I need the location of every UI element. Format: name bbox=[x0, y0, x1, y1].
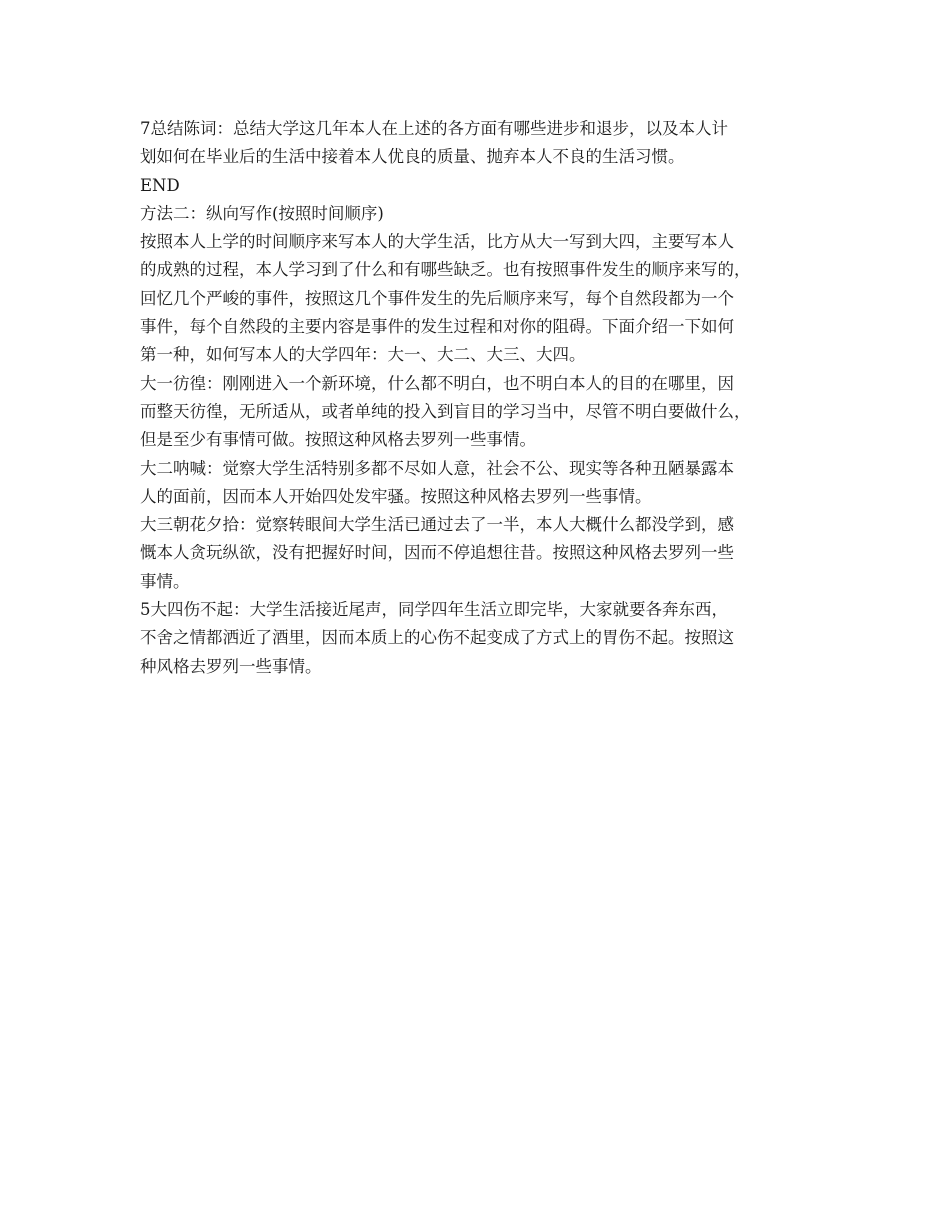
text-line: 大一彷徨：刚刚进入一个新环境，什么都不明白，也不明白本人的目的在哪里，因 bbox=[140, 373, 734, 393]
text-line: 5大四伤不起：大学生活接近尾声，同学四年生活立即完毕，大家就要各奔东西， bbox=[140, 600, 728, 620]
text-line: 的成熟的过程，本人学习到了什么和有哪些缺乏。也有按照事件发生的顺序来写的， bbox=[140, 260, 751, 280]
text-line: 划如何在毕业后的生活中接着本人优良的质量、抛弃本人不良的生活习惯。 bbox=[140, 147, 685, 167]
text-line: 按照本人上学的时间顺序来写本人的大学生活，比方从大一写到大四，主要写本人 bbox=[140, 232, 734, 252]
text-line: 事情。 bbox=[140, 571, 190, 591]
text-line: 种风格去罗列一些事情。 bbox=[140, 656, 322, 676]
text-line: 大三朝花夕拾：觉察转眼间大学生活已通过去了一半，本人大概什么都没学到，感 bbox=[140, 515, 734, 535]
text-line: 不舍之情都洒近了酒里，因而本质上的心伤不起变成了方式上的胃伤不起。按照这 bbox=[140, 628, 734, 648]
text-line: 大二呐喊：觉察大学生活特别多都不尽如人意，社会不公、现实等各种丑陋暴露本 bbox=[140, 458, 734, 478]
section-heading: 方法二：纵向写作(按照时间顺序) bbox=[140, 203, 384, 223]
text-line: 事件，每个自然段的主要内容是事件的发生过程和对你的阻碍。下面介绍一下如何 bbox=[140, 317, 734, 337]
text-line: 而整天彷徨，无所适从，或者单纯的投入到盲目的学习当中，尽管不明白要做什么， bbox=[140, 401, 751, 421]
text-line: 但是至少有事情可做。按照这种风格去罗列一些事情。 bbox=[140, 430, 536, 450]
text-line: 慨本人贪玩纵欲，没有把握好时间，因而不停追想往昔。按照这种风格去罗列一些 bbox=[140, 543, 734, 563]
text-line: 7总结陈词：总结大学这几年本人在上述的各方面有哪些进步和退步，以及本人计 bbox=[140, 119, 728, 138]
text-line: 回忆几个严峻的事件，按照这几个事件发生的先后顺序来写，每个自然段都为一个 bbox=[140, 288, 734, 308]
text-line: END bbox=[140, 175, 180, 195]
text-line: 第一种，如何写本人的大学四年：大一、大二、大三、大四。 bbox=[140, 345, 586, 365]
document-body bbox=[140, 115, 820, 681]
text-line: 人的面前，因而本人开始四处发牢骚。按照这种风格去罗列一些事情。 bbox=[140, 486, 652, 506]
